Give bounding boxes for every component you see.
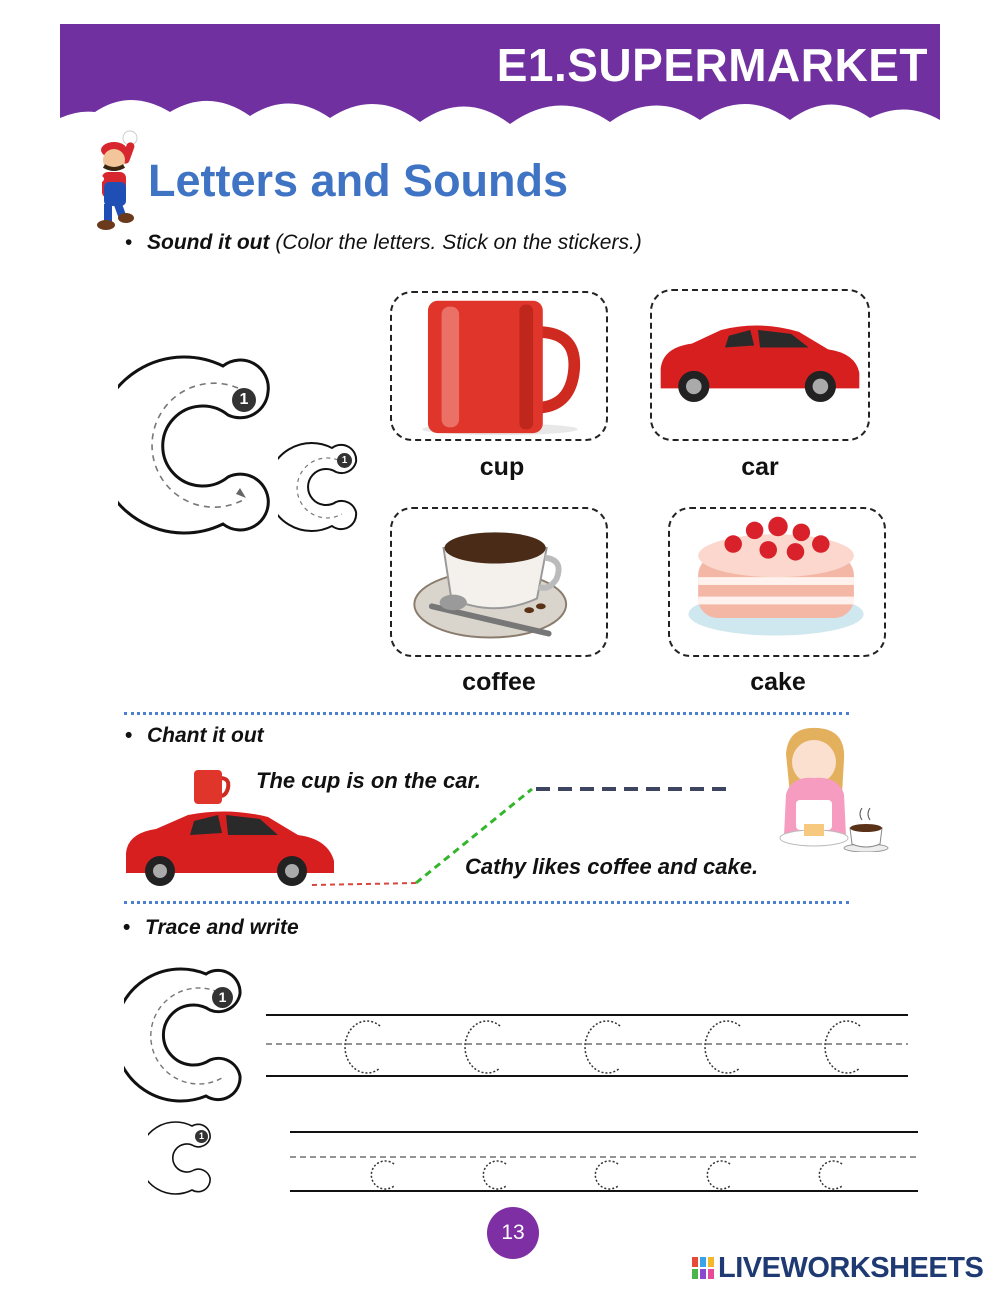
small-cup-icon [190, 768, 232, 806]
section-divider [124, 712, 849, 715]
sound-it-out-label: Sound it out [147, 231, 270, 254]
cup-sticker-card[interactable] [390, 291, 608, 441]
cup-icon [392, 293, 606, 439]
coffee-icon [392, 509, 606, 655]
car-icon [652, 291, 868, 439]
chant-it-out-label: • Chant it out [147, 724, 264, 748]
section-divider [124, 901, 849, 904]
mascot-icon [92, 128, 144, 232]
word-car: car [741, 453, 779, 481]
liveworksheets-brand[interactable]: LIVEWORKSHEETS [718, 1252, 984, 1284]
liveworksheets-logo-icon [692, 1257, 714, 1279]
lowercase-writing-lines[interactable] [290, 1128, 918, 1196]
coffee-sticker-card[interactable] [390, 507, 608, 657]
sound-it-out-instruction [147, 231, 642, 255]
uppercase-writing-lines[interactable] [266, 1010, 908, 1082]
trace-stroke-badge-small: 1 [195, 1130, 208, 1143]
stroke-order-badge-small: 1 [337, 453, 352, 468]
chant-line-1: The cup is on the car. [256, 768, 481, 793]
car-sticker-card[interactable] [650, 289, 870, 441]
word-coffee: coffee [462, 668, 536, 696]
trace-and-write-label: • Trace and write [145, 916, 299, 940]
trace-stroke-badge: 1 [212, 987, 233, 1008]
cake-icon [670, 509, 884, 655]
cake-sticker-card[interactable] [668, 507, 886, 657]
chant-line-2: Cathy likes coffee and cake. [465, 854, 759, 879]
word-cake: cake [750, 668, 806, 696]
girl-eating-icon [766, 724, 890, 852]
page-number-badge: 13 [487, 1207, 539, 1259]
word-cup: cup [479, 453, 525, 481]
uppercase-c-outline [118, 352, 278, 540]
sound-it-out-note: (Color the letters. Stick on the stickers.) [275, 231, 642, 254]
trace-uppercase-c-outline [124, 964, 248, 1106]
chant-connector-lines [300, 775, 740, 895]
section-title: Letters and Sounds [148, 155, 569, 206]
stroke-order-badge: 1 [232, 388, 256, 412]
page-header-title: E1.SUPERMARKET [496, 39, 928, 91]
